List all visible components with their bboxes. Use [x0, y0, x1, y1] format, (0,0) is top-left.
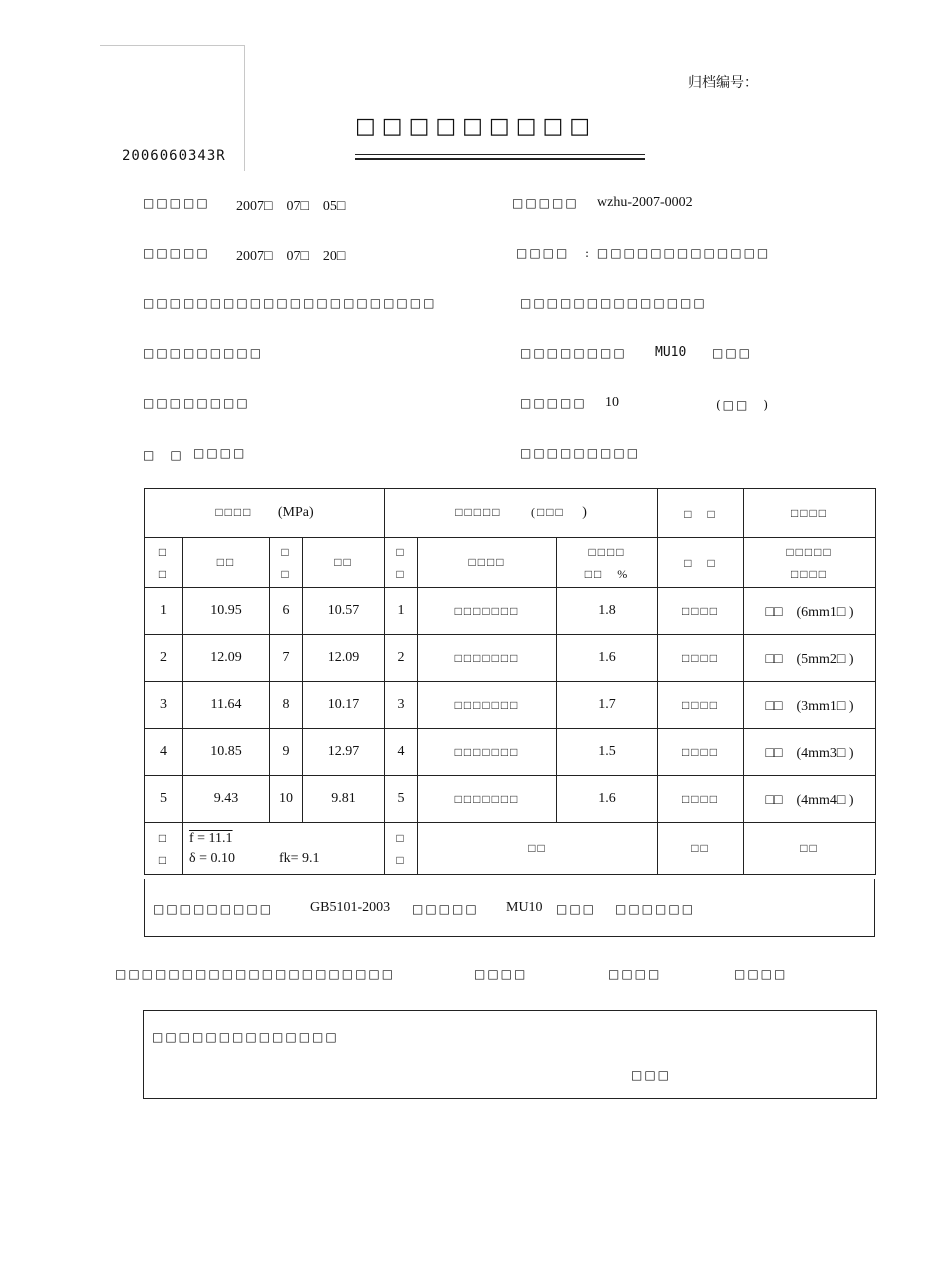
- table-subheader-row: [145, 538, 876, 588]
- test-basis: □□□□□□□□□: [520, 446, 641, 460]
- table-row: 2 12.09 7 12.09 2 □□□□□□□ 1.6 □□□□ □□ (5mm2□ ): [145, 635, 876, 682]
- mean-value: f = 11.1: [189, 830, 233, 846]
- statistics-row: [145, 823, 876, 875]
- approver-signature: □□□□: [474, 967, 528, 981]
- test-date-value: 2007□ 07□ 20□: [236, 249, 346, 264]
- statistics-values: [183, 823, 385, 875]
- rate-subheader: □□□□ □□ %: [557, 538, 658, 588]
- appearance-subheader: □ □: [658, 538, 744, 588]
- strength-grade-suffix: □□□: [712, 346, 753, 360]
- absorption-header: □□□□□ (□□□ ): [385, 489, 658, 538]
- test-date-label: □□□□□: [143, 246, 210, 260]
- sample-count-value: 10: [605, 395, 619, 410]
- table-row: 5 9.43 10 9.81 5 □□□□□□□ 1.6 □□□□ □□ (4mm4□ ): [145, 776, 876, 823]
- conclusion-label: □□□□□□□□□: [153, 902, 274, 916]
- index-subheader: □ □: [145, 538, 183, 588]
- results-table: [144, 488, 876, 875]
- other-summary: □□: [744, 823, 876, 875]
- other-subheader: □□□□□ □□□□: [744, 538, 876, 588]
- send-date-value: 2007□ 07□ 05□: [236, 199, 346, 214]
- sample-name: □□□□□□□□□: [143, 346, 264, 360]
- inspector-label: □ □: [143, 448, 184, 462]
- sample-origin: □□□□□□□□: [143, 396, 250, 410]
- strength-header: □□□□ (MPa): [145, 489, 385, 538]
- table-row: 1 10.95 6 10.57 1 □□□□□□□ 1.8 □□□□ □□ (6mm1□ ): [145, 588, 876, 635]
- appearance-header: □ □: [658, 489, 744, 538]
- remark-box: [143, 1010, 877, 1099]
- absorption-summary: □□: [418, 823, 658, 875]
- remark-text: □□□□□□□□□□□□□□: [152, 1030, 339, 1044]
- responsibility-statement: □□□□□□□□□□□□□□□□□□□□□: [115, 967, 396, 981]
- index-subheader-3: □ □: [385, 538, 418, 588]
- table-row: 4 10.85 9 12.97 4 □□□□□□□ 1.5 □□□□ □□ (4mm3□ ): [145, 729, 876, 776]
- inspector-value: □□□□: [193, 446, 247, 460]
- fk-value: fk= 9.1: [279, 850, 320, 866]
- sample-count-label: □□□□□: [520, 396, 587, 410]
- unit-value: : □□□□□□□□□□□□□: [585, 246, 771, 260]
- statistics-label: □ □: [145, 823, 183, 875]
- project-name: □□□□□□□□□□□□□□□□□□□□□□: [143, 296, 437, 310]
- conclusion-tail: □□□□□□: [615, 902, 696, 916]
- report-code: 2006060343R: [122, 148, 226, 164]
- index-subheader-2: □ □: [270, 538, 303, 588]
- page-title: □□□□□□□□□: [355, 114, 597, 139]
- appearance-summary: □□: [658, 823, 744, 875]
- client-name: □□□□□□□□□□□□□□: [520, 296, 707, 310]
- name-subheader: □□□□: [418, 538, 557, 588]
- title-underline: [355, 154, 645, 155]
- conclusion-mid: □□□□□: [412, 902, 479, 916]
- strength-grade-label: □□□□□□□□: [520, 346, 627, 360]
- report-number-label: □□□□□: [512, 196, 579, 210]
- table-row: 3 11.64 8 10.17 3 □□□□□□□ 1.7 □□□□ □□ (3mm1□ ): [145, 682, 876, 729]
- table-header-row: [145, 489, 876, 538]
- tester-signature: □□□□: [734, 967, 788, 981]
- send-date-label: □□□□□: [143, 196, 210, 210]
- absorption-summary-label: □ □: [385, 823, 418, 875]
- reviewer-signature: □□□□: [608, 967, 662, 981]
- title-underline-double: [355, 158, 645, 160]
- conclusion-grade-suffix: □□□: [556, 902, 597, 916]
- strength-grade-value: MU10: [655, 345, 687, 360]
- variation-coefficient: δ = 0.10: [189, 850, 235, 866]
- conclusion-standard: GB5101-2003: [310, 900, 391, 915]
- other-header: □□□□: [744, 489, 876, 538]
- sample-count-unit: (□□ ): [716, 398, 771, 412]
- value-subheader-2: □□: [303, 538, 385, 588]
- conclusion-grade: MU10: [506, 900, 543, 915]
- report-number-value: wzhu-2007-0002: [597, 195, 693, 210]
- value-subheader: □□: [183, 538, 270, 588]
- unit-label: □□□□: [516, 246, 570, 260]
- seal-label: □□□: [631, 1068, 672, 1082]
- archive-number-label: 归档编号：: [688, 75, 758, 91]
